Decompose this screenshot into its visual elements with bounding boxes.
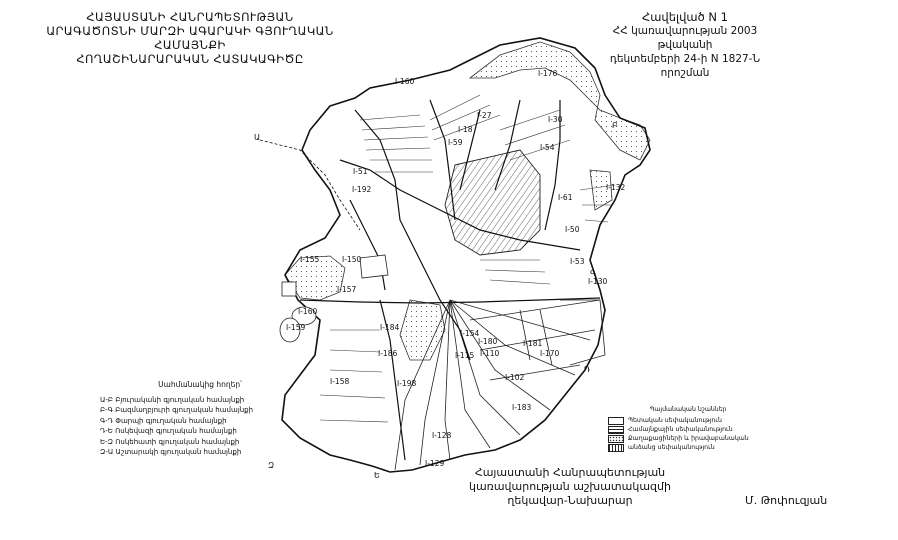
parcel-label: I-183 [512,403,532,412]
parcel-label: I-157 [337,285,357,294]
legend-label: Համայնքային սեփականություն [628,426,733,433]
boundary-point-g: Գ [590,269,597,278]
parcel-label: I-115 [455,351,475,360]
annex-line: Հավելված N 1 [641,10,728,24]
legend-swatch [608,444,624,452]
parcel-label: I-155 [300,255,320,264]
adjacent-land-item: Բ-Գ Բազմաղբյուրի գյուղական համայնքի [100,406,254,414]
parcel-label: I-30 [548,115,563,124]
adjacent-lands-heading: Սահմանակից հողեր՝ [158,380,242,389]
annex-header [600,10,770,80]
parcel-label: I-128 [432,431,452,440]
parcel-label: I-160 [395,77,415,86]
legend-label: Քաղաքացիների և իրավաբանական [628,435,749,442]
stream-line [260,140,360,230]
adjacent-land-item: Գ-Դ Փարպի գյուղական համայնքի [100,416,227,425]
road-network [300,100,600,460]
legend-swatch [608,417,624,425]
title-line: ԱՐԱԳԱԾՈՏՆԻ ՄԱՐԶԻ ԱԳԱՐԱԿԻ ԳՅՈՒՂԱԿԱՆ ՀԱՄԱՅՆՔԻ [46,24,334,52]
parcel-label: I-170 [540,349,560,358]
parcel-label: I-180 [478,337,498,346]
title-line: ՀՈՂԱՇԻՆԱՐԱՐԱԿԱՆ ՀԱՏԱԿԱԳԻԾԸ [76,52,304,66]
parcel-label: I-154 [460,329,480,338]
signatory-name: Մ. Թոփուզյան [745,494,828,507]
govt-line: Հայաստանի Հանրապետության [474,466,666,479]
map-legend [608,406,768,453]
parcel-label: I-192 [352,185,372,194]
legend-item [608,435,768,443]
parcel-label: I-129 [425,459,445,468]
hatched-village-area [445,150,540,255]
parcel-label: I-181 [523,339,543,348]
adjacent-lands-list [100,380,300,458]
parcel-label: I-53 [570,257,585,266]
parcel-label: I-27 [477,111,492,120]
adjacent-land-item: Զ-Ա Աշտարակի գյուղական համայնքի [100,448,242,456]
adjacent-land-item: Դ-Ե Ոսկեվազի գյուղական համայնքի [100,427,237,435]
adjacent-land-item: Ա-Բ Բյուրականի գյուղական համայնքի [100,395,245,404]
parcel-label: I-102 [505,373,525,382]
govt-line: ղեկավար-Նախարար [507,494,633,507]
parcel-label: I-50 [565,225,580,234]
parcel-label: I-110 [480,349,500,358]
parcel-label: I-176 [538,69,558,78]
dotted-area-south [400,300,445,360]
government-office-caption [440,466,700,508]
boundary-point-d: Դ [584,365,591,374]
document-title [40,10,340,66]
legend-heading: Պայմանական նշաններ [649,406,727,413]
boundary-point-z: Զ [268,461,275,470]
boundary-point-e: Ե [374,471,380,480]
parcel-label: I-59 [448,138,463,147]
parcel-label: I-150 [342,255,362,264]
govt-line: կառավարության աշխատակազմի [469,480,671,493]
legend-item [608,426,768,434]
legend-swatch [608,435,624,443]
parcel-label: I-184 [380,323,400,332]
boundary-point-b: Բ [612,121,618,130]
parcel-label: I-160 [298,307,318,316]
parcel-label: I-18 [458,125,473,134]
parcel-label: I-54 [540,143,555,152]
parcel-label: I-159 [286,323,306,332]
parcel-label: I-198 [397,379,417,388]
legend-item [608,444,768,452]
legend-swatch [608,426,624,434]
parcel-label: I-132 [606,183,626,192]
parcel-label: I-61 [558,193,573,202]
parcel-label: I-51 [353,167,368,176]
legend-label: անձանց սեփականություն [628,444,715,451]
legend-label: Պետական սեփականություն [628,417,722,424]
parcel-label: I-186 [378,349,398,358]
parcel-label: I-130 [588,277,608,286]
title-line: ՀԱՅԱՍՏԱՆԻ ՀԱՆՐԱՊԵՏՈՒԹՅԱՆ [86,10,294,24]
legend-item [608,417,768,425]
annex-line: դեկտեմբերի 24-ի N 1827-Ն որոշման [609,53,761,79]
parcel-label: I-158 [330,377,350,386]
adjacent-land-item: Ե-Զ Ոսկեհատի գյուղական համայնքի [100,437,240,446]
annex-line: ՀՀ կառավարության 2003 թվականի [612,25,758,51]
boundary-point-a: Ա [254,133,261,142]
